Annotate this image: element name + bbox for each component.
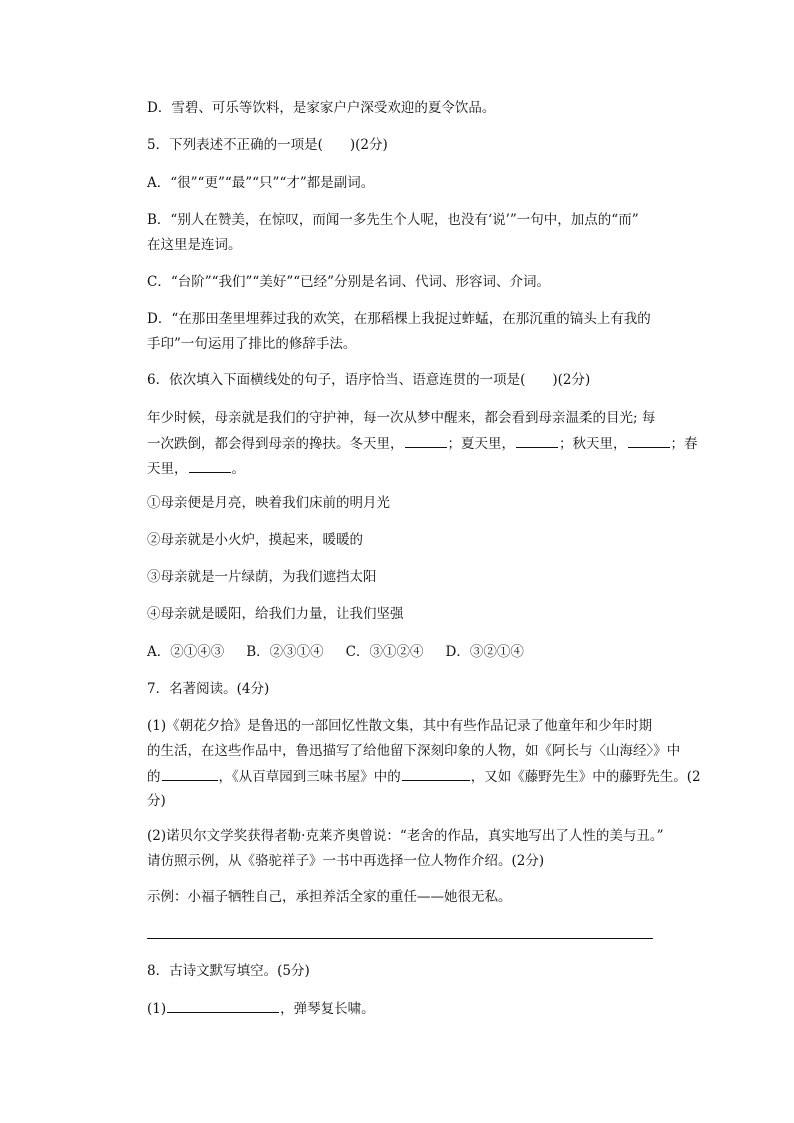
q7-blank-2[interactable] xyxy=(402,766,470,781)
q6-blank-3[interactable] xyxy=(628,433,670,448)
q6-option-a[interactable]: A．②①④③ xyxy=(147,644,225,660)
q6-passage-text: 一次跌倒，都会得到母亲的搀扶。冬天里， xyxy=(147,436,404,452)
q5-option-b-line2: 在这里是连词。 xyxy=(147,237,242,253)
q7-part1-line2: 的生活，在这些作品中，鲁迅描写了给他留下深刻印象的人物，如《阿长与〈山海经〉》中 xyxy=(147,743,681,759)
q6-passage-text: 。 xyxy=(231,461,245,477)
q6-sentence-2: ②母亲就是小火炉，摸起来，暖暖的 xyxy=(147,532,363,548)
q6-passage-line1: 年少时候，母亲就是我们的守护神，每一次从梦中醒来，都会看到母亲温柔的目光; 每 xyxy=(147,410,656,426)
q6-passage-line2 xyxy=(147,433,698,454)
q7-part1-text: 的 xyxy=(147,769,161,785)
q7-part1-text: ，《从百草园到三味书屋》中的 xyxy=(218,769,401,785)
q5-stem: 5．下列表述不正确的一项是( )(2分) xyxy=(147,137,388,153)
q8-label: (1) xyxy=(147,1001,167,1017)
q5-option-d-line2: 手印”一句运用了排比的修辞手法。 xyxy=(147,336,357,352)
q6-passage-text: ；夏天里， xyxy=(447,436,515,452)
q6-sentence-3: ③母亲就是一片绿荫，为我们遮挡太阳 xyxy=(147,569,377,585)
q6-sentence-1: ①母亲便是月亮，映着我们床前的明月光 xyxy=(147,495,390,511)
q7-part2-line2: 请仿照示例，从《骆驼祥子》一书中再选择一位人物作介绍。(2分) xyxy=(147,853,545,869)
q6-blank-4[interactable] xyxy=(189,458,231,473)
q8-stem: 8．古诗文默写填空。(5分) xyxy=(147,963,310,979)
q6-options xyxy=(147,642,546,662)
q8-line1 xyxy=(147,998,375,1019)
q5-option-d-line1: D．“在那田垄里埋葬过我的欢笑，在那稻棵上我捉过蚱蜢，在那沉重的镐头上有我的 xyxy=(147,311,651,327)
q5-option-c: C．“台阶”“我们”“美好”“已经”分别是名词、代词、形容词、介词。 xyxy=(147,274,551,290)
q7-part1-line3 xyxy=(147,766,701,787)
q6-passage-line3 xyxy=(147,458,245,479)
q6-blank-2[interactable] xyxy=(516,433,558,448)
q7-part1-text: ，又如《藤野先生》中的藤野先生。(2 xyxy=(470,769,701,785)
q7-blank-1[interactable] xyxy=(162,766,218,781)
q6-blank-1[interactable] xyxy=(405,433,447,448)
q6-passage-text: ；春 xyxy=(670,436,698,452)
q7-part1-line4: 分) xyxy=(147,793,166,809)
q6-passage-text: ；秋天里， xyxy=(559,436,627,452)
q8-text: ，弹琴复长啸。 xyxy=(280,1001,375,1017)
q7-part2-line1: (2)诺贝尔文学奖获得者勒·克莱齐奥曾说：“老舍的作品，真实地写出了人性的美与丑。” xyxy=(147,828,664,844)
q4-option-d: D．雪碧、可乐等饮料，是家家户户深受欢迎的夏令饮品。 xyxy=(147,100,496,116)
q6-stem: 6．依次填入下面横线处的句子，语序恰当、语意连贯的一项是( )(2分) xyxy=(147,372,591,388)
q6-sentence-4: ④母亲就是暖阳，给我们力量，让我们坚强 xyxy=(147,606,404,622)
q6-passage-text: 天里， xyxy=(147,461,188,477)
q6-option-c[interactable]: C．③①②④ xyxy=(345,644,424,660)
q5-option-b-line1: B．“别人在赞美，在惊叹，而闻一多先生个人呢，也没有‘说’”一句中，加点的“而” xyxy=(147,212,639,228)
q8-blank-1[interactable] xyxy=(167,998,279,1013)
q6-option-d[interactable]: D．③②①④ xyxy=(445,644,524,660)
q7-answer-line[interactable] xyxy=(147,938,653,939)
q7-example: 示例：小福子牺牲自己，承担养活全家的重任——她很无私。 xyxy=(147,889,512,905)
q7-stem: 7．名著阅读。(4分) xyxy=(147,681,270,697)
q6-option-b[interactable]: B．②③①④ xyxy=(246,644,324,660)
q5-option-a: A．“很”“更”“最”“只”“才”都是副词。 xyxy=(147,175,375,191)
q7-part1-line1: (1)《朝花夕拾》是鲁迅的一部回忆性散文集，其中有些作品记录了他童年和少年时期 xyxy=(147,718,653,734)
